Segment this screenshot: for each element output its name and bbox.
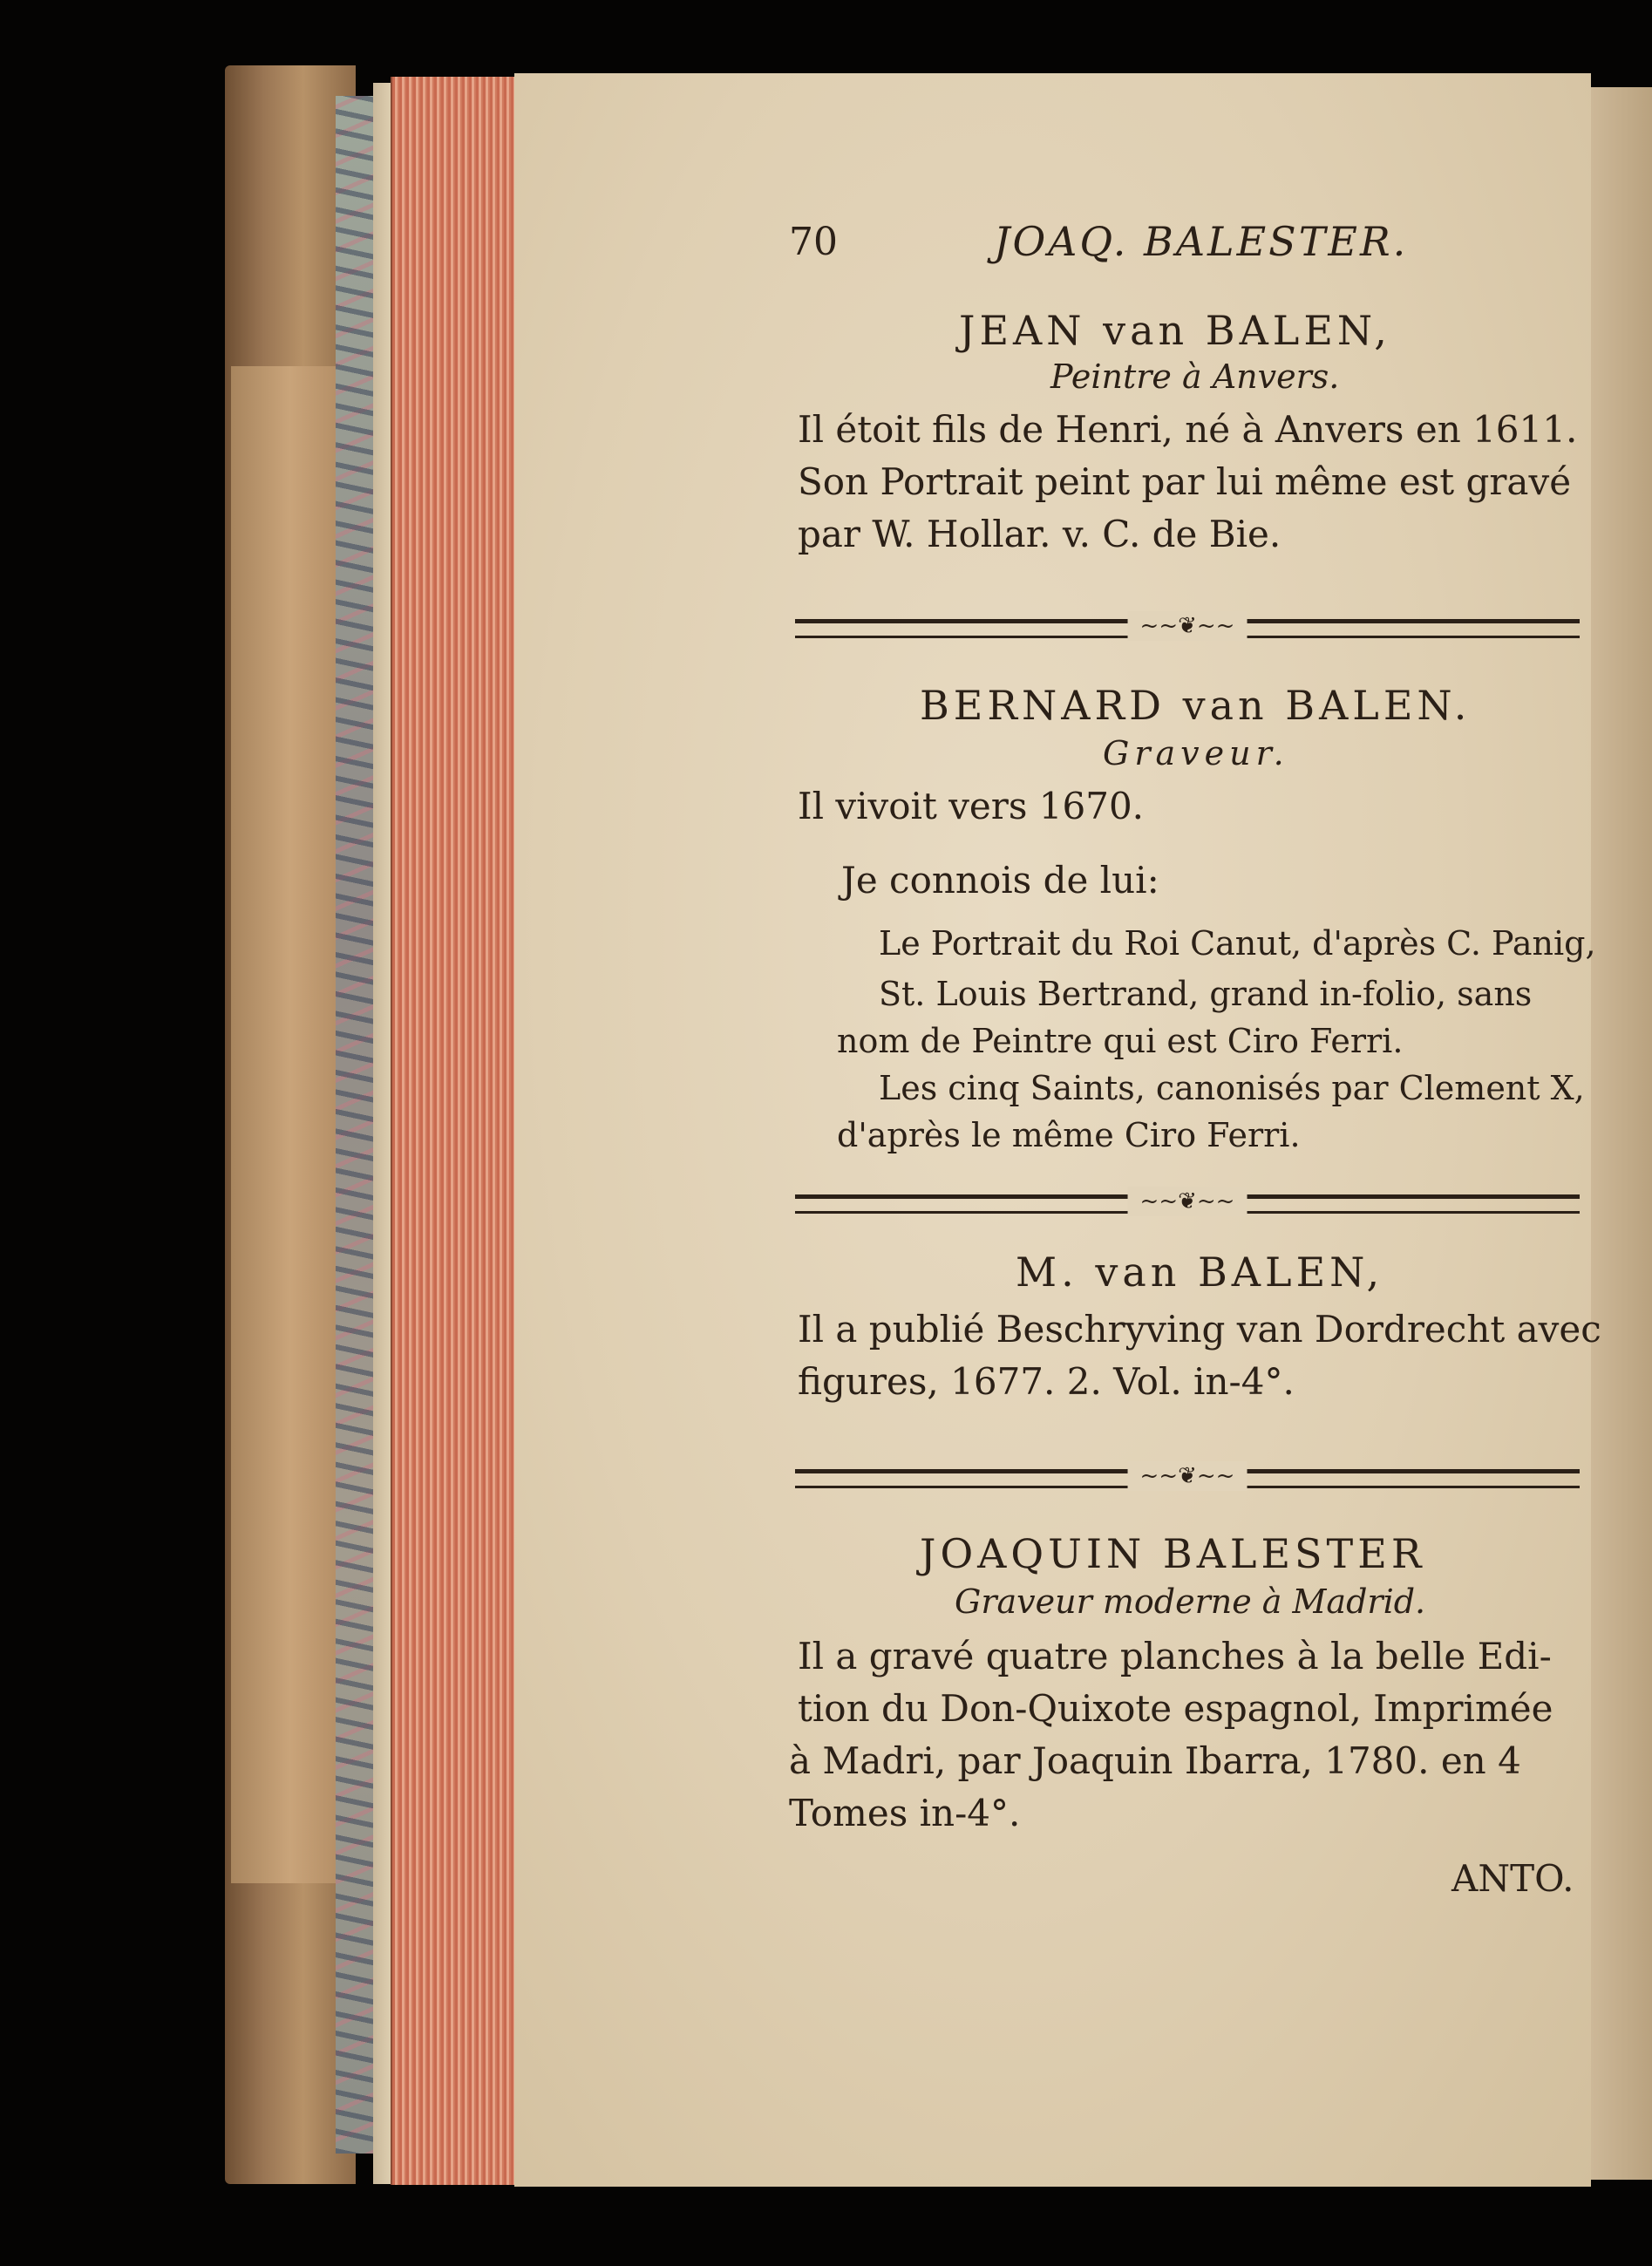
entry-line: nom de Peintre qui est Ciro Ferri. (837, 1022, 1404, 1060)
entry-line: Le Portrait du Roi Canut, d'après C. Panig, (879, 924, 1596, 963)
facing-page-edge (1591, 87, 1652, 2180)
entry-line: St. Louis Bertrand, grand in-folio, sans (879, 975, 1533, 1013)
entry-line: par W. Hollar. v. C. de Bie. (798, 513, 1281, 555)
ornamental-rule (795, 1463, 1580, 1489)
entry-line: Je connois de lui: (841, 859, 1159, 902)
entry-line: figures, 1677. 2. Vol. in-4°. (798, 1360, 1295, 1403)
entry-role: Peintre à Anvers. (1050, 357, 1340, 396)
entry-line: d'après le même Ciro Ferri. (837, 1116, 1301, 1154)
entry-name: BERNARD van BALEN. (920, 682, 1472, 729)
page-number: 70 (789, 220, 838, 264)
fleuron-ornament: ~~❦~~ (1128, 1461, 1247, 1491)
fleuron-ornament: ~~❦~~ (1128, 1187, 1247, 1216)
running-title: JOAQ. BALESTER. (994, 218, 1409, 265)
ornamental-rule (795, 1188, 1580, 1215)
endpaper-edge (373, 83, 392, 2184)
cover-leather-patch (231, 366, 349, 1883)
fleuron-ornament: ~~❦~~ (1128, 611, 1247, 641)
entry-line: Il a publié Beschryving van Dordrecht avec (798, 1308, 1601, 1351)
entry-line: à Madri, par Joaquin Ibarra, 1780. en 4 (789, 1739, 1521, 1782)
entry-role: Graveur. (1103, 734, 1289, 772)
entry-line: Tomes in-4°. (789, 1792, 1021, 1834)
entry-line: tion du Don-Quixote espagnol, Imprimée (798, 1687, 1553, 1730)
entry-name: M. van BALEN, (1016, 1249, 1384, 1296)
ornamental-rule (795, 613, 1580, 639)
marbled-endpaper (336, 96, 375, 2154)
catchword: ANTO. (1451, 1857, 1574, 1900)
page-block-edges (391, 77, 516, 2185)
entry-role: Graveur moderne à Madrid. (955, 1582, 1426, 1621)
entry-name: JOAQUIN BALESTER (920, 1530, 1426, 1577)
entry-line: Il a gravé quatre planches à la belle Edi- (798, 1635, 1552, 1677)
entry-line: Les cinq Saints, canonisés par Clement X, (879, 1069, 1585, 1107)
entry-line: Il vivoit vers 1670. (798, 785, 1145, 827)
entry-line: Il étoit fils de Henri, né à Anvers en 1611. (798, 408, 1578, 451)
entry-name: JEAN van BALEN, (959, 307, 1391, 354)
entry-line: Son Portrait peint par lui même est gravé (798, 460, 1572, 503)
